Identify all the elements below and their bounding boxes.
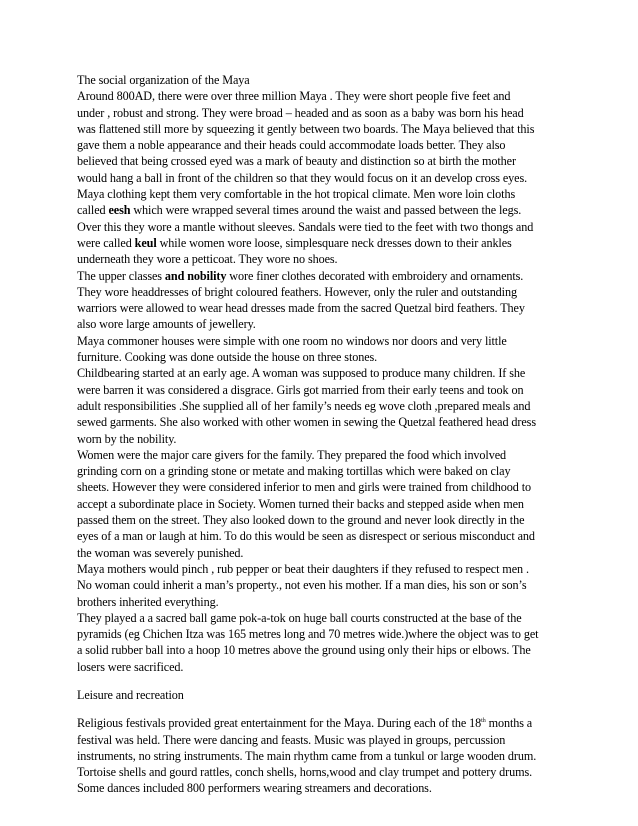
text-line: gave them a noble appearance and their heads could accommodate loads better. They also [77,138,506,153]
text-line: accept a subordinate place in Society. Women turned their backs and stepped aside when men [77,496,524,511]
text-line [77,202,565,218]
text-line [77,715,565,731]
text-line: also wore large amounts of jewellery. [77,317,256,332]
text-line: eyes of a man or laugh at him. To do this would be seen as disrespect or serious misconduct and [77,529,535,544]
text-line: passed them on the street. They also looked down to the ground and never look directly in the [77,513,525,528]
section-heading: Leisure and recreation [77,687,184,702]
text-run: which were wrapped several times around the waist and passed between the legs. [130,203,522,218]
text-run: The upper classes [77,268,165,283]
text-line: They wore headdresses of bright coloured feathers. However, only the ruler and outstanding [77,284,517,299]
text-line: would hang a ball in front of the children so that they would focus on it an develop cross eyes. [77,170,528,185]
text-line: was flattened still more by squeezing it gently between two boards. The Maya believed that this [77,121,535,136]
text-line [77,235,565,251]
text-line: Childbearing started at an early age. A woman was supposed to produce many children. If she [77,366,526,381]
text-line: Maya clothing kept them very comfortable in the hot tropical climate. Men wore loin cloths [77,187,516,202]
text-line [77,268,565,284]
text-line: Women were the major care givers for the family. They prepared the food which involved [77,447,507,462]
text-line: a solid rubber ball into a hoop 10 metres above the ground using only their hips or elbows. The [77,643,531,658]
paragraph-gap [77,703,565,715]
text-line: brothers inherited everything. [77,594,219,609]
text-line: furniture. Cooking was done outside the house on three stones. [77,350,378,365]
text-run: Religious festivals provided great entertainment for the Maya. During each of the 18 [77,716,482,731]
text-line: underneath they wore a petticoat. They wore no shoes. [77,252,338,267]
text-line: losers were sacrificed. [77,659,184,674]
text-line: worn by the nobility. [77,431,177,446]
text-line: instruments, no string instruments. The main rhythm came from a tunkul or large wooden drum. [77,748,537,763]
text-line: They played a a sacred ball game pok-a-tok on huge ball courts constructed at the base of the [77,610,522,625]
text-line: grinding corn on a grinding stone or metate and making tortillas which were baked on clay [77,464,511,479]
text-line: Tortoise shells and gourd rattles, conch shells, horns,wood and clay trumpet and pottery drums. [77,765,533,780]
text-line: adult responsibilities .She supplied all of her family’s needs eg wove cloth ,prepared meals and [77,398,531,413]
text-line: the woman was severely punished. [77,545,244,560]
text-line: Some dances included 800 performers wearing streamers and decorations. [77,781,432,796]
text-line: No woman could inherit a man’s property., not even his mother. If a man dies, his son or son’s [77,578,527,593]
text-run: months a [485,716,533,731]
bold-term-nobility: and nobility [164,268,227,283]
text-line: Around 800AD, there were over three million Maya . They were short people five feet and [77,89,511,104]
document-body [77,72,565,797]
text-line: Maya mothers would pinch , rub pepper or beat their daughters if they refused to respect men . [77,561,529,576]
bold-term-keul: keul [134,235,157,250]
document-title: The social organization of the Maya [77,73,250,87]
text-line: Over this they wore a mantle without sleeves. Sandals were tied to the feet with two thongs and [77,219,534,234]
paragraph-gap [77,675,565,687]
text-line: believed that being crossed eyed was a mark of beauty and distinction so at birth the mother [77,154,516,169]
ordinal-superscript: th [481,718,486,725]
text-run: were called [77,235,135,250]
bold-term-eesh: eesh [108,203,131,218]
text-line: sewed garments. She also worked with other women in sewing the Quetzal feathered head dress [77,415,536,430]
text-line: festival was held. There were dancing and feasts. Music was played in groups, percussion [77,732,506,747]
text-run: while women wore loose, simplesquare neck dresses down to their ankles [156,235,512,250]
text-line: warriors were allowed to wear head dresses made from the sacred Quetzal bird feathers. They [77,301,525,316]
text-line: were barren it was considered a disgrace. Girls got married from their early teens and took on [77,382,524,397]
text-line: sheets. However they were considered inferior to men and girls were trained from childhood to [77,480,532,495]
text-run: called [77,203,109,218]
text-run: wore finer clothes decorated with embroidery and ornaments. [226,268,524,283]
text-line: Maya commoner houses were simple with one room no windows nor doors and very little [77,333,507,348]
text-line: under , robust and strong. They were broad – headed and as soon as a baby was born his head [77,105,524,120]
text-line: pyramids (eg Chichen Itza was 165 metres long and 70 metres wide.)where the object was to get [77,627,539,642]
